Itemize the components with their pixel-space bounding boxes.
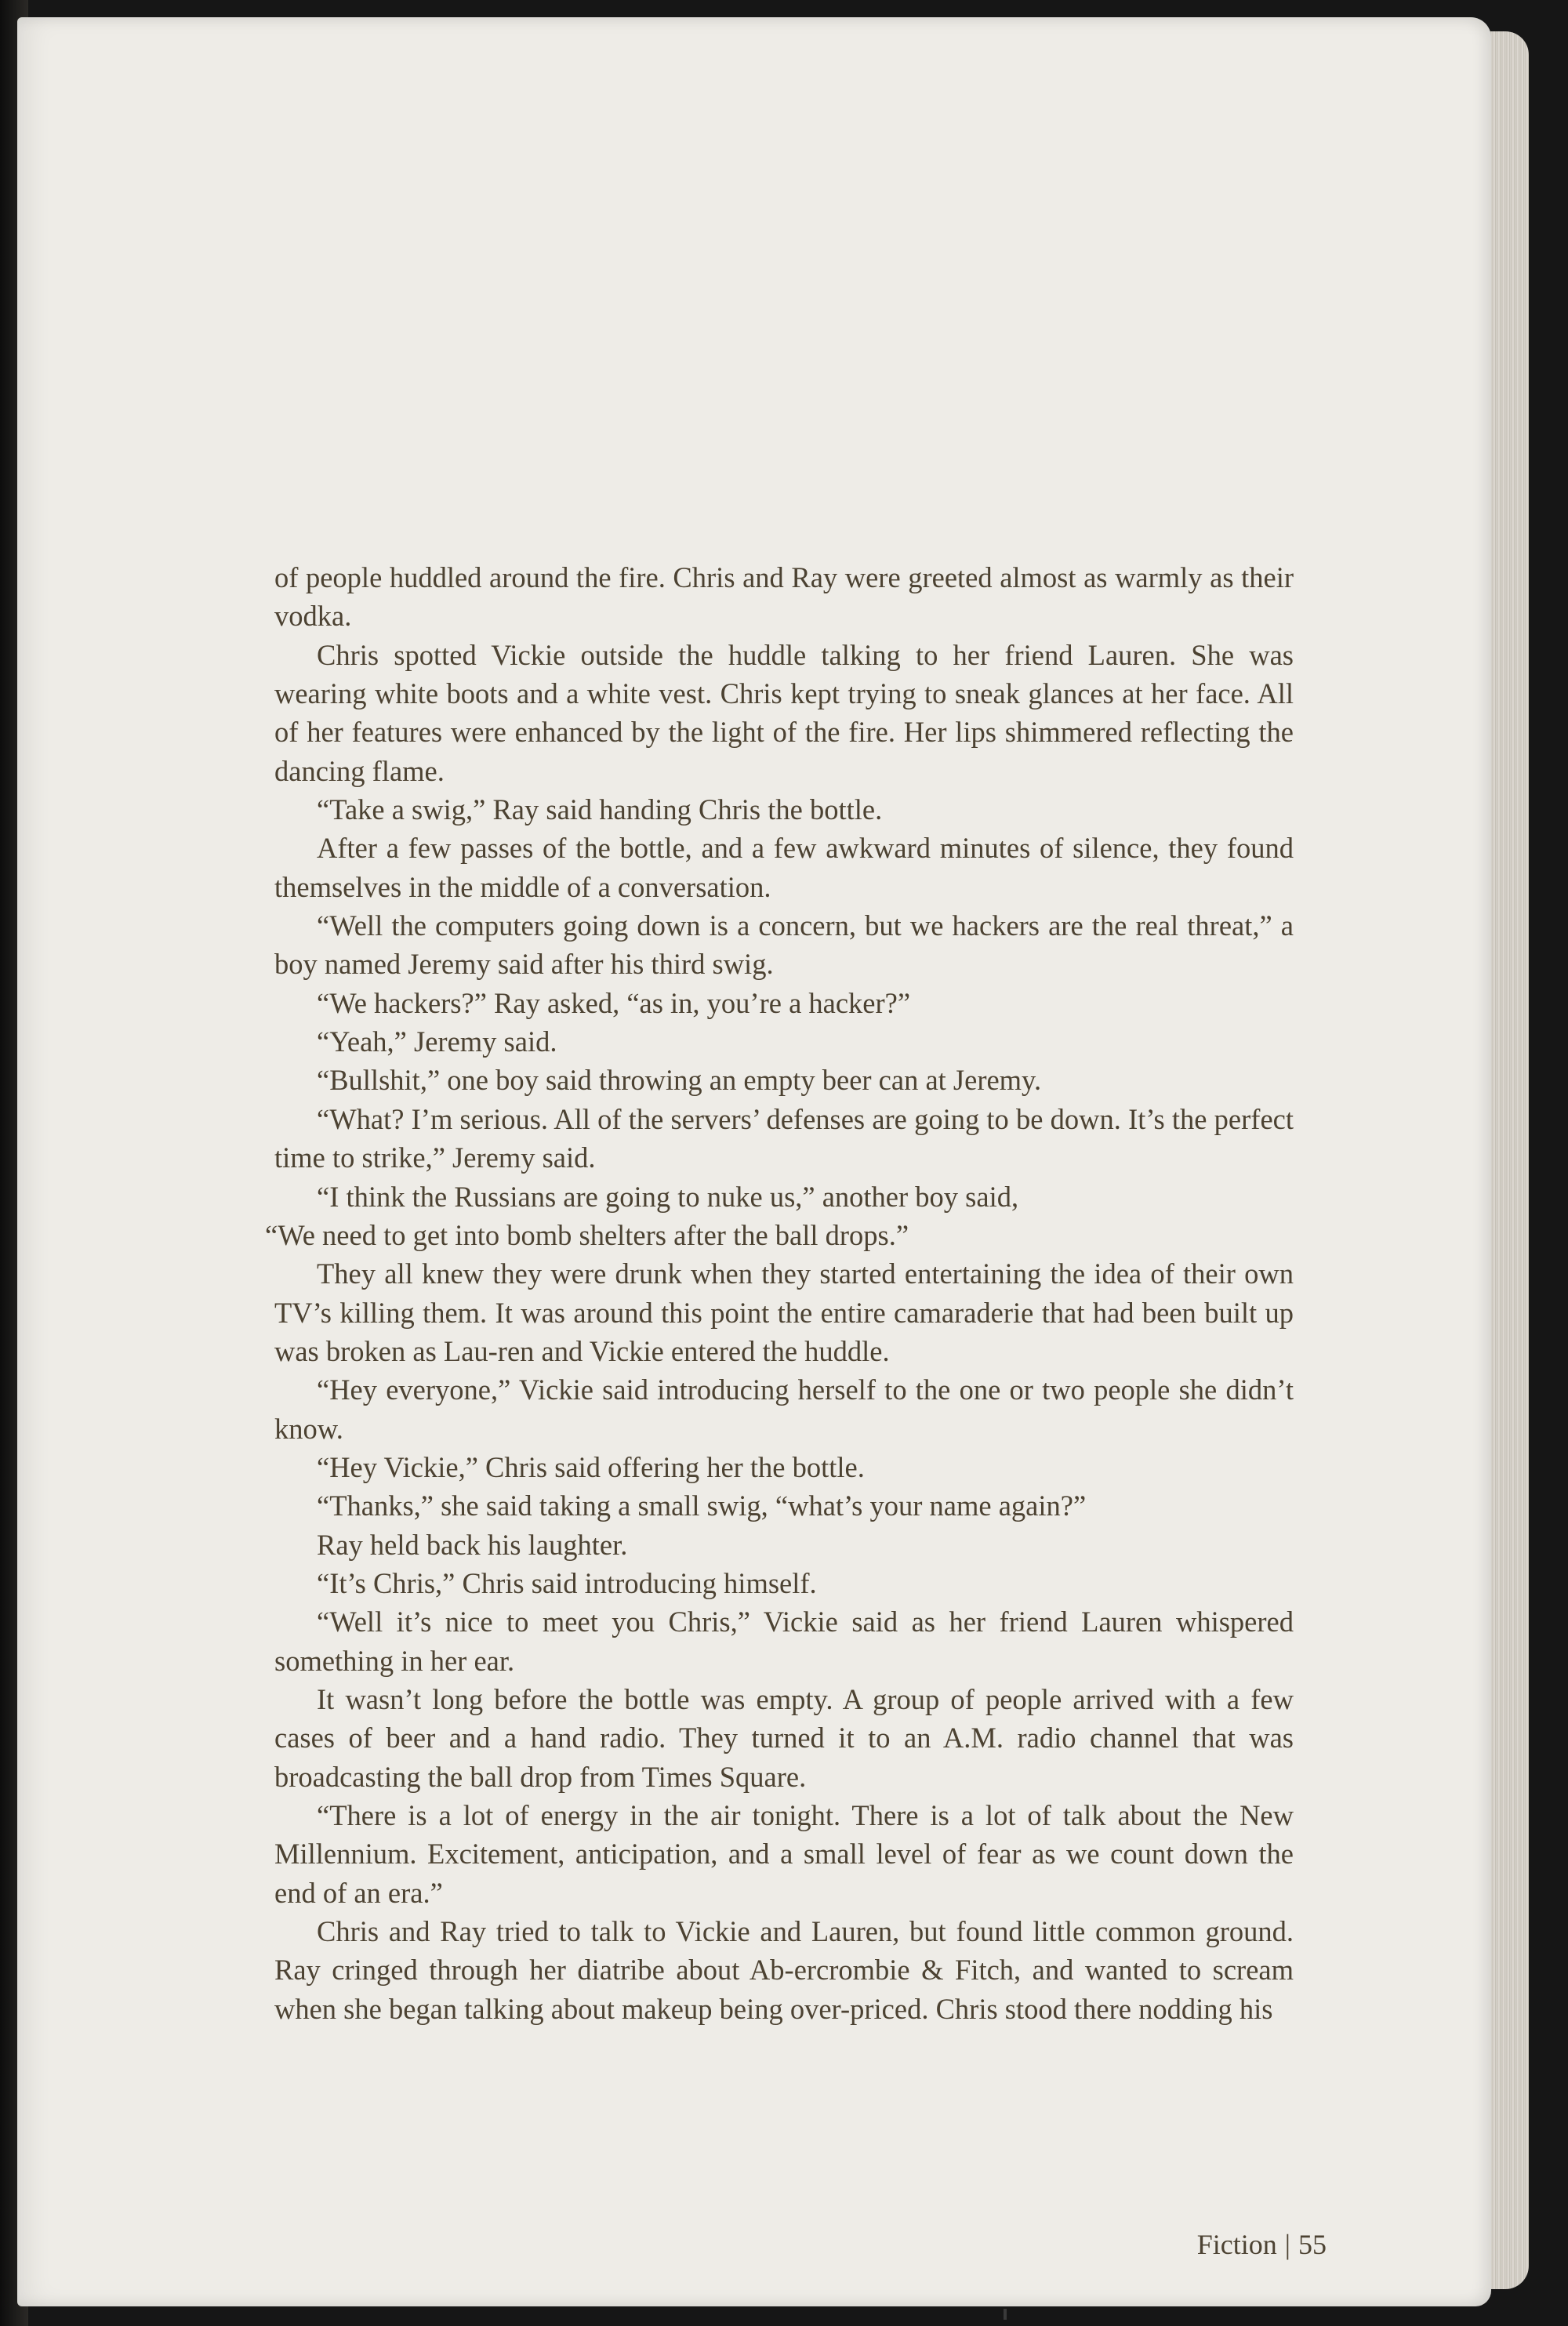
- paragraph: “Yeah,” Jeremy said.: [317, 1025, 557, 1058]
- section-label: Fiction: [1196, 2229, 1277, 2260]
- paragraph: “We hackers?” Ray asked, “as in, you’re a hacker?”: [317, 986, 911, 1019]
- paragraph: They all knew they were drunk when they started entertaining the idea of their own TV’s killing them. It was around this point the entire camaraderie that had been built up was broken as Lau-ren and Vickie entered the huddle.: [274, 1257, 1294, 1367]
- paragraph: “Hey everyone,” Vickie said introducing herself to the one or two people she didn’t know.: [274, 1373, 1294, 1445]
- paragraph: “We need to get into bomb shelters after the ball drops.”: [265, 1218, 909, 1251]
- paragraph: “There is a lot of energy in the air tonight. There is a lot of talk about the New Millennium. Excitement, anticipation, and a small level of fear as we count down the end of an era.”: [274, 1799, 1294, 1909]
- footer-separator: |: [1284, 2229, 1290, 2260]
- paragraph: Ray held back his laughter.: [317, 1528, 628, 1561]
- paragraph: “Well it’s nice to meet you Chris,” Vickie said as her friend Lauren whispered something in her ear.: [274, 1606, 1294, 1677]
- page-footer: [1197, 2228, 1327, 2261]
- paragraph: “Hey Vickie,” Chris said offering her the bottle.: [317, 1450, 865, 1483]
- paragraph: “I think the Russians are going to nuke us,” another boy said,: [317, 1180, 1019, 1213]
- scan-mark: [1004, 2309, 1007, 2320]
- paragraph: “Well the computers going down is a concern, but we hackers are the real threat,” a boy named Jeremy said after his third swig.: [274, 909, 1294, 981]
- paragraph: of people huddled around the fire. Chris and Ray were greeted almost as warmly as their vodka.: [274, 561, 1294, 633]
- paragraph: “What? I’m serious. All of the servers’ defenses are going to be down. It’s the perfect time to strike,” Jeremy said.: [274, 1102, 1294, 1174]
- paragraph: “Thanks,” she said taking a small swig, “what’s your name again?”: [317, 1490, 1087, 1522]
- book-page: [17, 17, 1491, 2306]
- paragraph: Chris spotted Vickie outside the huddle talking to her friend Lauren. She was wearing white boots and a white vest. Chris kept trying to sneak glances at her face. All of her features were enhanced by the light of the fire. Her lips shimmered reflecting the dancing flame.: [274, 638, 1294, 787]
- paragraph: “Bullshit,” one boy said throwing an empty beer can at Jeremy.: [317, 1064, 1042, 1097]
- body-text: [265, 558, 1294, 2028]
- paragraph: It wasn’t long before the bottle was empty. A group of people arrived with a few cases of beer and a hand radio. They turned it to an A.M. radio channel that was broadcasting the ball drop from Times Square.: [274, 1682, 1294, 1793]
- paragraph: “It’s Chris,” Chris said introducing himself.: [317, 1566, 817, 1599]
- paragraph: After a few passes of the bottle, and a few awkward minutes of silence, they found themselves in the middle of a conversation.: [274, 832, 1294, 903]
- paragraph: “Take a swig,” Ray said handing Chris the bottle.: [317, 793, 883, 826]
- page-number: 55: [1298, 2229, 1327, 2260]
- paragraph: Chris and Ray tried to talk to Vickie and Lauren, but found little common ground. Ray cringed through her diatribe about Ab-ercrombie & Fitch, and wanted to scream when she began talking about makeup being over-priced. Chris stood there nodding his: [274, 1915, 1294, 2025]
